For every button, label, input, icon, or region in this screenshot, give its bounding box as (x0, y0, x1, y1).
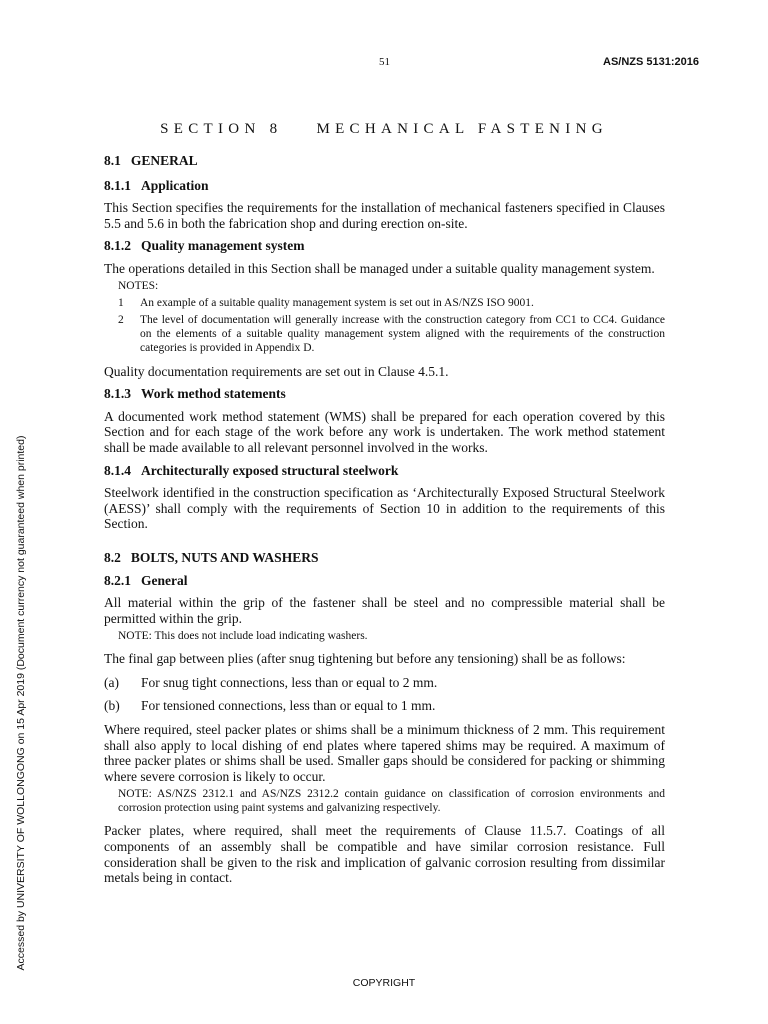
paragraph: The operations detailed in this Section shall be managed under a suitable quality management system. (104, 260, 655, 276)
clause-title: Quality management system (141, 238, 305, 254)
clause-title: Architecturally exposed structural steelwork (141, 462, 399, 478)
list-item (104, 675, 665, 691)
note-item (118, 313, 665, 355)
access-notice: Accessed by UNIVERSITY OF WOLLONGONG on 15 Apr 2019 (Document currency not guaranteed when printed) (15, 435, 27, 971)
clause-8-2-heading (104, 550, 665, 566)
clause-title: GENERAL (130, 153, 198, 168)
clause-title: BOLTS, NUTS AND WASHERS (130, 549, 319, 565)
paragraph: The final gap between plies (after snug tightening but before any tensioning) shall be as follows: (104, 651, 626, 667)
list-text: For tensioned connections, less than or equal to 1 mm. (141, 698, 436, 714)
copyright-footer: COPYRIGHT (352, 977, 416, 989)
clause-8-1-heading (104, 153, 665, 169)
paragraph: Steelwork identified in the construction specification as ‘Architecturally Exposed Structural Steelwork (AESS)’ shall comply with the requirements of Section 10 in addition to the requirements of this Section. (104, 485, 665, 532)
section-label: SECTION 8 (160, 121, 283, 137)
list-marker: (b) (104, 698, 120, 714)
list-marker: (a) (104, 674, 119, 690)
list-text: For snug tight connections, less than or equal to 2 mm. (141, 674, 438, 690)
clause-number: 8.1.4 (104, 462, 131, 478)
clause-title: General (141, 572, 188, 588)
clause-8-1-2-heading (104, 238, 665, 254)
clause-8-1-4-heading (104, 463, 665, 479)
note-text: An example of a suitable quality management system is set out in AS/NZS ISO 9001. (140, 296, 534, 309)
clause-number: 8.1.3 (104, 386, 131, 402)
section-title: MECHANICAL FASTENING (316, 121, 608, 137)
note-text: The level of documentation will generally increase with the construction category from CC1 to CC4. Guidance on the elements of a suitable quality management system aligned with the requirements of the construction categories is provided in Appendix D. (140, 313, 665, 354)
clause-number: 8.1.1 (104, 177, 131, 193)
note: NOTE: This does not include load indicating washers. (118, 630, 368, 643)
page-number: 51 (379, 56, 390, 68)
note: NOTE: AS/NZS 2312.1 and AS/NZS 2312.2 contain guidance on classification of corrosion environments and corrosion protection using paint systems and galvanizing respectively. (118, 788, 665, 815)
clause-8-2-1-heading (104, 573, 665, 589)
clause-number: 8.1.2 (104, 238, 131, 254)
paragraph: All material within the grip of the fastener shall be steel and no compressible material shall be permitted within the grip. (104, 595, 665, 626)
note-number: 2 (118, 313, 124, 326)
paragraph: Where required, steel packer plates or shims shall be a minimum thickness of 2 mm. This requirement shall also apply to local dishing of end plates where tapered shims may be required. A maximum of three packer plates or shims shall be used. Smaller gaps should be considered for packing or shimming where severe corrosion is likely to occur. (104, 722, 665, 784)
clause-title: Work method statements (141, 386, 286, 402)
paragraph: This Section specifies the requirements for the installation of mechanical fasteners specified in Clauses 5.5 and 5.6 in both the fabrication shop and during erection on-site. (104, 200, 665, 231)
paragraph: Quality documentation requirements are set out in Clause 4.5.1. (104, 363, 449, 379)
clause-8-1-1-heading (104, 178, 665, 194)
clause-number: 8.2 (104, 549, 121, 565)
paragraph: Packer plates, where required, shall meet the requirements of Clause 11.5.7. Coatings of all components of an assembly shall be compatible and have similar corrosion resistance. Full consideration shall be given to the risk and implication of galvanic corrosion resulting from dissimilar metals being in contact. (104, 823, 665, 886)
paragraph: A documented work method statement (WMS) shall be prepared for each operation covered by this Section and for each stage of the work before any work is undertaken. The work method statement shall be made available to all relevant personnel involved in the works. (104, 408, 665, 455)
section-heading (0, 121, 768, 138)
clause-number: 8.1 (104, 153, 121, 168)
clause-8-1-3-heading (104, 386, 665, 402)
standard-reference: AS/NZS 5131:2016 (603, 56, 699, 68)
note-number: 1 (118, 296, 124, 309)
note-item (118, 296, 665, 310)
page-body (104, 153, 665, 886)
clause-number: 8.2.1 (104, 572, 131, 588)
clause-title: Application (141, 177, 209, 193)
list-item (104, 698, 665, 714)
notes-heading: NOTES: (118, 279, 159, 292)
